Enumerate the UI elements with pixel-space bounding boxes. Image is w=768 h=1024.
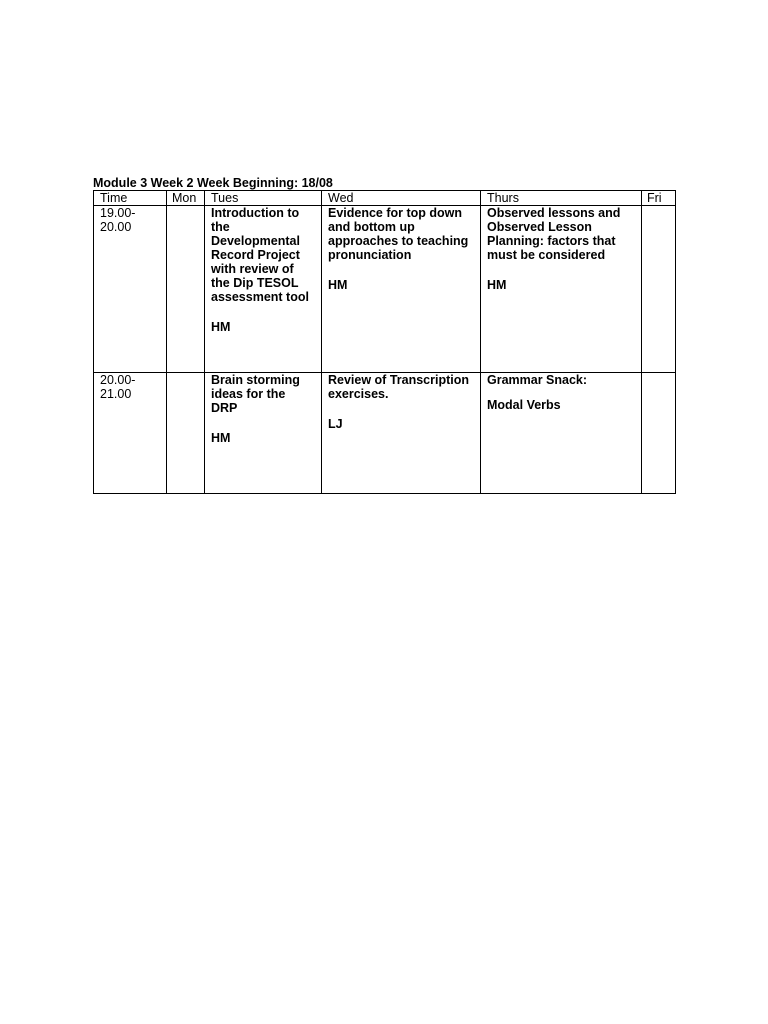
table-row [94,373,676,494]
session-topic: Modal Verbs [487,398,561,412]
tues-cell [205,373,322,494]
wed-cell [322,373,481,494]
tutor-initials: HM [211,320,231,334]
fri-cell [642,373,676,494]
header-row [94,191,676,206]
session-title: Evidence for top down and bottom up approaches to teaching pronunciation [328,206,469,262]
header-time: Time [94,191,167,206]
schedule-table [93,190,676,494]
time-cell [94,206,167,373]
fri-cell [642,206,676,373]
session-title: Review of Transcription exercises. [328,373,470,401]
time-slot: 20.00- 21.00 [100,373,136,401]
session-title: Introduction to the Developmental Record Project with review of the Dip TESOL assessment tool [211,206,309,304]
mon-cell [167,206,205,373]
tutor-initials: LJ [328,417,343,431]
tutor-initials: HM [211,431,231,445]
tutor-initials: HM [328,278,348,292]
session-title: Brain storming ideas for the DRP [211,373,300,415]
document-title: Module 3 Week 2 Week Beginning: 18/08 [93,176,333,190]
tutor-initials: HM [487,278,507,292]
header-mon: Mon [167,191,205,206]
session-title: Observed lessons and Observed Lesson Planning: factors that must be considered [487,206,621,262]
table-row [94,206,676,373]
header-wed: Wed [322,191,481,206]
session-title: Grammar Snack: [487,373,588,387]
thurs-cell [481,206,642,373]
time-slot: 19.00- 20.00 [100,206,136,234]
mon-cell [167,373,205,494]
wed-cell [322,206,481,373]
header-tues: Tues [205,191,322,206]
thurs-cell [481,373,642,494]
header-thurs: Thurs [481,191,642,206]
header-fri: Fri [642,191,676,206]
time-cell [94,373,167,494]
tues-cell [205,206,322,373]
